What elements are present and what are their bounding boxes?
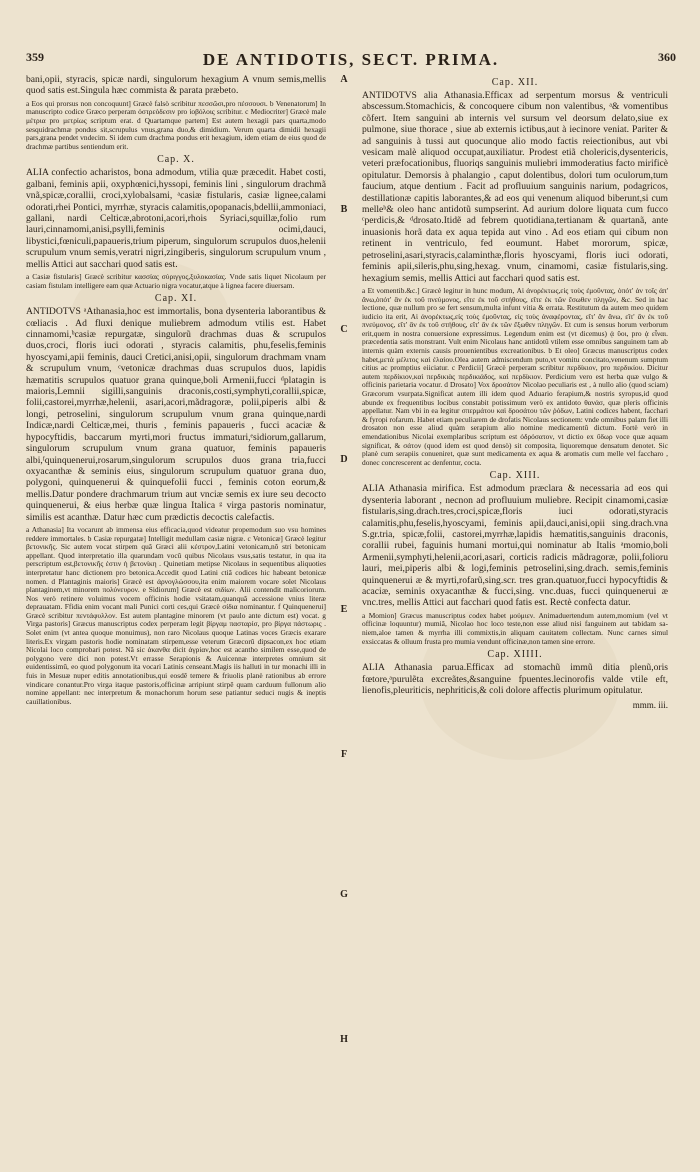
running-title: DE ANTIDOTIS, SECT. PRIMA. bbox=[202, 50, 500, 69]
margin-letter: E bbox=[340, 604, 348, 615]
chapter-footnotes: a Casiæ fistularis] Græcè scribitur κασσίας σύριγγος,ξυλοκασίας. Vnde satis liquet Nicolaum per casiam fistulam intelligere eam quæ Actuario nigra vocatur,atque à lignea facere diuersam. bbox=[26, 272, 326, 290]
intro-paragraph: bani,opii, styracis, spicæ nardi, singulorum hexagium A vnum semis,mellis quod satis est.Singula hæc commista & parata præbeto. bbox=[26, 74, 326, 97]
running-header bbox=[26, 50, 676, 72]
chapter-body: ANTIDOTVS alia Athanasia.Efficax ad serpentum morsus & ventriculi abscessum.Stomachicis, & concoquere cibum non valentibus, ᵃ& vomentibus cõfert. Item sanguini ab internis vel sursum vel deorsum delato,siue ex pulmone, siue thorace , siue ab externis ictibus,aut à iecinore veniat. Pariter & ad sanguinis à tussi aut quocunque alio modo factis reiectionibus, aut vbi vesicam malè aliquod occupat,auxiliatur. Prodest etiã cholericis,dysentericis, veteri præfocationibus, fluoriqs sanguinis muliebri immoderatius facto mirificè opitulatur. Demorsis à phalangio , caput dolentibus, dolori tum oculorum,tum faucium, atque dentium . Facit ad profluuium sanguinis narium, podagricos, destillationæ capitis laborantes,& ad eos qui venenum aliquod biberunt,si cum melleᵇ& oleo hanc antidotũ sumpserint. Ad aurium dolore liquata cum fucco ᶜperdicis,& ᵈdrosato.Itidẽ ad febrem quotidiana,tertianam & quartanã, ante inuasionis horã data ex aqua tepida aut vino . Ad eos etiam qui cibum non retinent in ventriculo, fed eoumunt. Habet mororum, spicæ, petroselini,asari,styracis,calaminthæ,floris hyoscyami, floris iuci odorati, feminis apii,sileris,phu,sing,hexag. vnum, cinamomi, casiæ fistularis,sing. hexagium semis, mellis Attici aut facchari quod satis est. bbox=[362, 90, 668, 284]
margin-letter: A bbox=[340, 74, 348, 85]
chapter-heading: Cap. XII. bbox=[491, 77, 539, 88]
margin-letter: C bbox=[340, 324, 348, 335]
margin-letters bbox=[330, 74, 358, 1154]
chapter-body: ALIA confectio acharistos, bona admodum, vtilia quæ præcedit. Habet costi, galbani, feminis apii, oxyphœnici,hyssopi, feminis lini , singulorum drachmã vnã,spicæ,corallii, croci,xylobalsami, ᵃcasiæ fistularis, casiæ lignee,calami odorati,rhei Pontici, myrrhæ, styracis calamitis,opopanacis,bdellii,ammoniaci, gallani, nardi Celticæ,abrotoni,acori,rhois Syriaci,squillæ,folio rum lauri,cinnamomi,anisi,psylli,feminis ocimi,dauci, libystici,fœniculi,papaueris,trium piperum, singulorum scrupulos duos,helenii scrupulum vnum semis,veratri nigri,zingiberis, singulorum scrupulum vnum , mellis Attici aut sacchari quod satis est. bbox=[26, 167, 326, 270]
chapter-body: ALIA Athanasia parua.Efficax ad stomachũ immũ ditia plenũ,oris fœtore,ᵃpurulẽta excreãtes,&sanguine fpuentes.lecinorofis valde vtile eft, lienofis,pleuriticis, nephriticis,& coli dolore affectis plurimum opitulatur. bbox=[362, 662, 668, 697]
chapter-heading: Cap. X. bbox=[157, 154, 195, 166]
chapter-body: ALIA Athanasia mirifica. Est admodum præclara & necessaria ad eos qui dysenteria laborant , necnon ad profluuium muliebre. Recipit cinamomi,casiæ fistularis,sing.drach.tres,croci,spicæ,floris iuci odorati,styracis calamitis,phu,feselis,hyoscyami, feminis apii,dauci,anisi,opii sing.drach.vna S.gr.tria, spicæ,folii, castorei,myrrhæ,lapidis hæmatitis,sanguinis draconis, corallii rubei, faguinis humani mortui,qui nominatur ab Italis ᵃmomio,boli Armenii,symphyti,helenii,acori,asari, corticis radicis mãdragoræ, polii,folioru lauri, mei,piperis albi & logi,feminis petroselini,sing.drach. semis,feminis quinquenerui æ & myrti,rofarũ,sing.scr. tres gran.quatuor,fucci hypocyftidis & acaciæ, seminis oxyacanthæ & fucci,sing. vnc.duas, fucci quinquenerui æ vnc.tres, mellis Attici aut facchari quod fatis est. Rectè confecta datur. bbox=[362, 483, 668, 609]
right-column bbox=[362, 74, 668, 1154]
chapter-footnotes: a Et vomentib.&c.] Græcè legitur in hunc modum, Αἱ ἀνορέκτως,εἰς τοὺς ἐμοῦντας, ὁπότ' ἀν τοῖς ἀπ' ἄνω,ὁπότ' ἂν ἐκ τοῦ πνεύμονος, εἴτε ἐκ τοῦ στήθους, εἴτε ἐκ τῶν ἔσωθεν πληγῶν, &c. Sed in hac lectione, quæ nullum pro se fert sensum,multa infunt vitia & errata. Restitutum da autem meo quidem iudicio ita erit, Αἱ ἀνορέκτως,εἰς τοὺς ἐμοῦντας, εἰς τοὺς ἀναφέροντας, εἴτ' ἂν ἄνω, εἴτ' ἂν ἐκ τοῦ πνεύμονος, εἴτ' ἂν ἐκ τοῦ στήθους, εἴτ' ἂν ἐκ τῶν ἔξωθεν πληγῶν. Et cum is sensus horum verborum erit,quem in nostra conuersione expressimus. Legendum enim est (vt dicemus) ᾀ ὕοι, pro ᾀ εἶναι. præcedentia satis monstrant. Vult enim Nicolaus hanc antidotũ vtilem esse omnibus sanguinem tam ab internis quàm externis causis prouenientibus excreationibus. b Et oleo] Græcus manuscriptus codex habet,μετὰ μέλιτος καὶ ἐλαίου.Olea autem admiscendum puto,vt vomitu concitato,venenum sumptum citius ac promptius eiiciatur. c Perdicii] Græcè perperam scribitur περδίκιον, pro περδικίου. Dicitur autem περδίκιον,καὶ περδικιὰς περδικιάδος, καὶ περδίκιον. Perdicium vero est herba quæ vulgo & officinis parietaria vocatur. d Drosato] Vox δροσάτον Nicolao peculiaris est , à nullo alio (quod sciam) Græcorum vsurpata.Significat autem illi idem quod Aduario ferapium,& nostris syropus,id quod abunde ex frequentibus locibus constabit potissimum verò ex antidoto θανάσ, quæ plerís officinis appellatur. Nam vbi in ea legitur σπερμάτου καὶ δροσάτου τῶν ῥόδων, Latini codices habent, facchari & fyropi rofarum. Habet etiam peculiarem de drofatis Nicolaus sectionem: vnde omnibus palam fiet illi drosaton non esse aliud quàm serapium alio nomine medicamentũ dictum. Fortè verò in emendationibus Nicolai exemplaribus scriptum est ὀδρόσατον, vt dictio ex ὕδωρ voce quæ aquam significat, & σάτον (quod idem est quod densò) sit composita, liquoremque densatum denotet. Sic planè cum serapiis conueniret, quæ sunt medicamenta ex aqua & aromatis cum melle vel faccharo , donec concrescerent ac denfentur, cocta. bbox=[362, 285, 668, 467]
margin-letter: D bbox=[340, 454, 348, 465]
chapter-heading: Cap. XIII. bbox=[489, 470, 541, 482]
left-column bbox=[26, 74, 326, 1154]
margin-letter: G bbox=[340, 889, 348, 900]
chapter-body: ANTIDOTVS ᵃAthanasia,hoc est immortalis, bona dysenteria laborantibus & cœliacis . Ad fluxi denique muliebrem admodum vtilis est. Habet cinnamomi,ᵇcasiæ repurgatæ, singulorũ drachmas duas & scrupulos duos,croci, floris iuci odorati , styracis calamitis, phu,feselis,feminis hyoscyami,apii feminis, dauci Cretici,anisi,opii, singulorum drachmam vnam & scrupulum vnum, ᶜvetonicæ drachmas duas scrupulos duos, lapidis hæmatitis scrupulos quatuor grana quinque,boli Armenii,fucci ᵈplatagin is maioris,Lemnii sigilli,sanguinis draconis,costi,symphyti,corallii,spicæ, folii,castorei,myrrhæ,helenii, asari,acori,mãdragoræ, polii,piperis albi & longi, petroselini, singulorum scrupulum vnum grana quinque,nardi Indicæ,nardi Celticæ,mei, thuris , feminis papaueris , fucci acaciæ & hypocyftidis, baccarum myrti,mori fructus immaturi,ᵉsidiorum,gallarum, singulorum scrupulum vnum grana quatuor, feminis papaueris albi,ᶠquinquenerui,rosarum,singulorum scrupulos duos grana tria,fucci oxyacanthæ & seminis eius, singulorum scrupulum quatuor grana duo, polygoni, quinquenerui & quinquefolii fucci , feminis coton eorum,& mellis.Datur pondere drachmarum trium aut vnciæ semis ex iure seu decocto quinquenerui, & eius herbæ quæ lingua Italica ᵍ virga pastoris nominatur, similis est acanthæ. Datur hæc cum prædictis decoctis calefactis. bbox=[26, 306, 326, 523]
footnotes-previous: a Eos qui prorsus non concoquunt] Græcè falsò scribitur πεσσῶσι,pro πέσσουσι. b Venenatorum] In manuscripto codice Græco perperam ὀστρεὸδεσιν pro ἰοβόλοις scribitur. c Mediocriter] Græcè male μέτρια pro μετρίως scriptum erat. d Quartamque partem] Est autem hexagii pars quarta,modo sesquidrachmæ pondus sit,scrupulus vnus,grana duo,& dimidium. Verum quarta dimidii hexagii pars,grana pendet vndecim. Si idem cum drachma pondus erit hexagium, idem etiam de eius quod de drachmæ partibus sentiendum erit. bbox=[26, 98, 326, 151]
margin-letter: B bbox=[340, 204, 348, 215]
chapter-footnotes: a Momion] Græcus manuscriptus codex habet μούμιεν. Animaduertendum autem,momium (vel vt officinæ loquuntur) mumiã, Nicolao hoc loco teste,non esse aliud nisi fanguinem aut tabidam sa-niem,aloe tamen & myrrha illi commixtis,in aliquam cauitatem collectam. Nunc carnes simul exsiccatas & olluum frusta pro mumia vendunt officinæ,non tamen sine errore. bbox=[362, 610, 668, 646]
chapter-heading: Cap. XI. bbox=[154, 293, 198, 305]
left-page-number: 359 bbox=[26, 50, 44, 64]
chapter-footnotes: a Athanasia] Ita vocarunt ab immensa eius efficacia,quod videatur propemodum suo vsu homines reddere immortales. b Casiæ repurgatæ] Intelligit medullam casiæ nigræ. c Vetonicæ] Græcè legitur βετονικῆς. Sic autem vocat stirpem quã Græci alii κέστρον,Latini vetonicam,nõ stri betonicam appellant. Quod interpretatio illa quarundam vocû quibus Nicolaus vsus,satis testatur, in qua ita perscriptum est,βετονικῆς ἐστιν ἡ βετονίκη . Quinetiam metipse Nicolaus in sequentibus aliquoties interpretatur hanc dictionem pro betonica.Accedit quod Latini ctiã codices hic habeant betonicæ nomen. d Plantaginis maioris] Græcè est ἀρνογλώσσου,ita enim maiorem vocare solet Nicolaus plantaginem,vt minorem πολύνευρον. e Sidiorum] Græcè est σιδίων. Alii contendit malicoriorum. Nos verò retinere voluimus vocem officinis hodie vsitatam,quanquã accessione vnius literæ deprauatam. Ffidia enim vocant mali Punici corti ces,qui Græcè σίδια nominantur. f Quinquenerui] Græcè scribitur πεντάφυλλον. Est autem plantagine minorem (vt paulo ante dictum est) vocat. g Virga pastoris] Græcus manuscriptus codex perperam legit βίργαμ πασταρίσ, pro βίργα πάστωρις . Solet enim (vt antea quoque monuimus), non raro Nicolaus quoque Latinas voces Græcis exarare literis.Ex virgam pastoris hodie nominatam stirpem,esse veterum Græcorũ dipsacon,ex hoc etiam Nicolai loco comprobari potest. Nã sic ἀκανθα dicit ἀγρίαν,hoc est acantho similem esse,quod de polygono vere dici non potest.Vt errasse Serapionis & Auicennæ interpretes omnium sit euidentissimũ, eo quod polygonum ita vocari Latinis censeant.Magis iis halluti in tur monachi illi in fuis in Mesuæ nuper editis annotationibus,qui eosdẽ temere & friuolis planè rationibus ab errore vindicare conantur.Pro virga itaque pastoris,officinæ arripiunt stirpẽ quam carduum fullonum alio nomine appellant: nec interpretum & monachorum horum sese patiantur seduci nugis & ineptis cauillationibus. bbox=[26, 524, 326, 706]
margin-letter: F bbox=[340, 749, 348, 760]
margin-letter: H bbox=[340, 1034, 348, 1045]
right-page-number: 360 bbox=[658, 50, 676, 64]
chapter-heading: Cap. XIIII. bbox=[487, 649, 543, 661]
signature-mark: mmm. iii. bbox=[632, 700, 668, 711]
